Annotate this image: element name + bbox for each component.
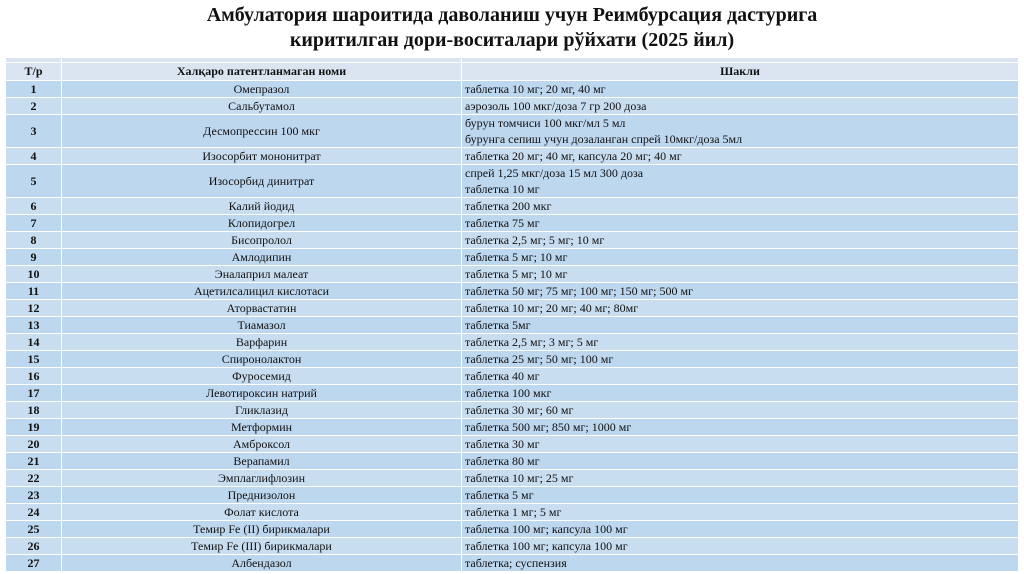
table-row (6, 487, 1019, 504)
table-row (6, 351, 1019, 368)
drug-form-line: таблетка 5 мг; 10 мг (465, 267, 568, 281)
drug-forms (462, 555, 1019, 572)
table-row (6, 165, 1019, 198)
drug-form-line: таблетка 10 мг (465, 182, 540, 196)
row-number: 6 (6, 198, 62, 215)
drug-form-line: аэрозоль 100 мкг/доза 7 гр 200 доза (465, 99, 647, 113)
row-number: 15 (6, 351, 62, 368)
drug-forms (462, 232, 1019, 249)
drug-forms (462, 368, 1019, 385)
row-number: 5 (6, 165, 62, 198)
drug-forms (462, 148, 1019, 165)
drug-form-line: таблетка 5мг (465, 318, 531, 332)
drug-forms (462, 81, 1019, 98)
drug-name: Спиронолактон (62, 351, 462, 368)
drug-name: Клопидогрел (62, 215, 462, 232)
table-row (6, 215, 1019, 232)
drug-forms (462, 538, 1019, 555)
drug-name: Верапамил (62, 453, 462, 470)
drug-name: Сальбутамол (62, 98, 462, 115)
drug-form-line: бурунга сепиш учун дозаланган спрей 10мкг/доза 5мл (465, 132, 743, 146)
row-number: 8 (6, 232, 62, 249)
drug-forms (462, 215, 1019, 232)
page-title (0, 3, 1024, 53)
drug-name: Гликлазид (62, 402, 462, 419)
table-row (6, 453, 1019, 470)
column-header-form: Шакли (462, 63, 1019, 81)
drug-name: Эмплаглифлозин (62, 470, 462, 487)
table-row (6, 198, 1019, 215)
drug-form-line: спрей 1,25 мкг/доза 15 мл 300 доза (465, 166, 644, 180)
drug-forms (462, 283, 1019, 300)
drug-name: Метформин (62, 419, 462, 436)
table-row (6, 98, 1019, 115)
drug-forms (462, 334, 1019, 351)
drug-form-line: таблетка 20 мг; 40 мг, капсула 20 мг; 40 мг (465, 149, 682, 163)
row-number: 3 (6, 115, 62, 148)
drug-form-line: таблетка 30 мг (465, 437, 540, 451)
drug-form-line: таблетка 100 мг; капсула 100 мг (465, 522, 628, 536)
drug-forms (462, 266, 1019, 283)
drug-name: Аторвастатин (62, 300, 462, 317)
table-row (6, 419, 1019, 436)
drug-name: Тиамазол (62, 317, 462, 334)
drug-form-line: бурун томчиси 100 мкг/мл 5 мл (465, 116, 626, 130)
drug-forms (462, 249, 1019, 266)
drug-form-line: таблетка 10 мг; 20 мг; 40 мг; 80мг (465, 301, 639, 315)
drug-name: Фуросемид (62, 368, 462, 385)
drug-form-line: таблетка 30 мг; 60 мг (465, 403, 574, 417)
row-number: 20 (6, 436, 62, 453)
table-row (6, 266, 1019, 283)
drug-name: Эналаприл малеат (62, 266, 462, 283)
drug-form-line: таблетка 1 мг; 5 мг (465, 505, 562, 519)
drug-forms (462, 402, 1019, 419)
row-number: 11 (6, 283, 62, 300)
table-row (6, 555, 1019, 572)
drug-forms (462, 470, 1019, 487)
table-row (6, 334, 1019, 351)
table-body (6, 81, 1019, 572)
drug-forms (462, 198, 1019, 215)
drug-name: Изосорбит мононитрат (62, 148, 462, 165)
drug-forms (462, 317, 1019, 334)
row-number: 23 (6, 487, 62, 504)
row-number: 10 (6, 266, 62, 283)
row-number: 21 (6, 453, 62, 470)
row-number: 2 (6, 98, 62, 115)
table-row (6, 521, 1019, 538)
drug-forms (462, 385, 1019, 402)
row-number: 24 (6, 504, 62, 521)
drug-form-line: таблетка 100 мг; капсула 100 мг (465, 539, 628, 553)
drug-name: Левотироксин натрий (62, 385, 462, 402)
drug-forms (462, 115, 1019, 148)
title-line-1: Амбулатория шароитида даволаниш учун Реимбурсация дастурига (206, 4, 818, 26)
row-number: 18 (6, 402, 62, 419)
drug-form-line: таблетка 5 мг; 10 мг (465, 250, 568, 264)
drug-name: Бисопролол (62, 232, 462, 249)
table-row (6, 115, 1019, 148)
drug-form-line: таблетка 75 мг (465, 216, 540, 230)
drug-form-line: таблетка 200 мкг (465, 199, 552, 213)
table-row (6, 470, 1019, 487)
row-number: 13 (6, 317, 62, 334)
table-row (6, 148, 1019, 165)
table-row (6, 385, 1019, 402)
row-number: 12 (6, 300, 62, 317)
row-number: 1 (6, 81, 62, 98)
column-header-num: Т/р (6, 63, 62, 81)
drug-name: Амлодипин (62, 249, 462, 266)
drug-form-line: таблетка 40 мг (465, 369, 540, 383)
drug-forms (462, 419, 1019, 436)
row-number: 17 (6, 385, 62, 402)
drug-forms (462, 351, 1019, 368)
table-row (6, 283, 1019, 300)
drug-form-line: таблетка 500 мг; 850 мг; 1000 мг (465, 420, 632, 434)
table-row (6, 300, 1019, 317)
drug-forms (462, 521, 1019, 538)
drug-forms (462, 487, 1019, 504)
title-line-2: киритилган дори-воситалари рўйхати (2025 йил) (289, 29, 735, 51)
drug-name: Ацетилсалицил кислотаси (62, 283, 462, 300)
drug-name: Варфарин (62, 334, 462, 351)
row-number: 14 (6, 334, 62, 351)
drug-forms (462, 165, 1019, 198)
drug-name: Калий йодид (62, 198, 462, 215)
drug-forms (462, 453, 1019, 470)
drug-form-line: таблетка; суспензия (465, 556, 567, 570)
row-number: 4 (6, 148, 62, 165)
drug-name: Омепразол (62, 81, 462, 98)
table-row (6, 538, 1019, 555)
table-header-row (6, 63, 1019, 81)
drug-form-line: таблетка 10 мг; 20 мг, 40 мг (465, 82, 606, 96)
table-row (6, 232, 1019, 249)
drug-name: Фолат кислота (62, 504, 462, 521)
row-number: 25 (6, 521, 62, 538)
table-row (6, 368, 1019, 385)
drug-form-line: таблетка 2,5 мг; 5 мг; 10 мг (465, 233, 605, 247)
column-header-name: Халқаро патентланмаган номи (62, 63, 462, 81)
table-row (6, 402, 1019, 419)
table-row (6, 504, 1019, 521)
drug-name: Амброксол (62, 436, 462, 453)
drug-name: Темир Fe (II) бирикмалари (62, 521, 462, 538)
row-number: 9 (6, 249, 62, 266)
drug-name: Темир Fe (III) бирикмалари (62, 538, 462, 555)
drug-forms (462, 300, 1019, 317)
drug-form-line: таблетка 25 мг; 50 мг; 100 мг (465, 352, 614, 366)
table-row (6, 317, 1019, 334)
drug-name: Изосорбид динитрат (62, 165, 462, 198)
row-number: 22 (6, 470, 62, 487)
drug-name: Албендазол (62, 555, 462, 572)
row-number: 27 (6, 555, 62, 572)
drug-form-line: таблетка 10 мг; 25 мг (465, 471, 574, 485)
drug-form-line: таблетка 2,5 мг; 3 мг; 5 мг (465, 335, 599, 349)
table-row (6, 81, 1019, 98)
drug-form-line: таблетка 5 мг (465, 488, 534, 502)
drug-form-line: таблетка 100 мкг (465, 386, 552, 400)
drug-forms (462, 98, 1019, 115)
row-number: 7 (6, 215, 62, 232)
drug-name: Десмопрессин 100 мкг (62, 115, 462, 148)
drug-form-line: таблетка 50 мг; 75 мг; 100 мг; 150 мг; 500 мг (465, 284, 693, 298)
drug-form-line: таблетка 80 мг (465, 454, 540, 468)
row-number: 26 (6, 538, 62, 555)
table-row (6, 436, 1019, 453)
drug-forms (462, 436, 1019, 453)
row-number: 16 (6, 368, 62, 385)
drug-forms (462, 504, 1019, 521)
table-row (6, 249, 1019, 266)
row-number: 19 (6, 419, 62, 436)
drug-table (5, 57, 1019, 572)
drug-name: Преднизолон (62, 487, 462, 504)
